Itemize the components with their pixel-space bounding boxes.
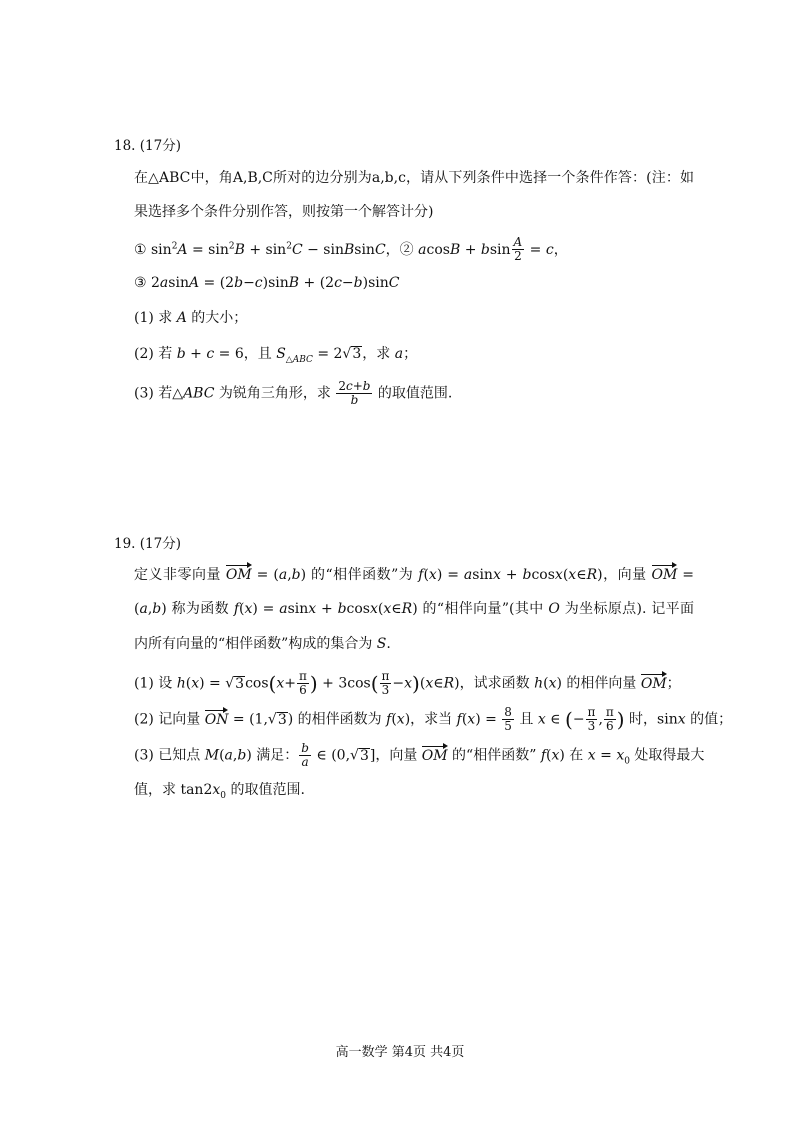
- problem-19-question-3-line-2: 值，求 $\tan 2x_0$ 的取值范围.: [134, 782, 305, 801]
- page-footer: 高一数学 第4页 共4页: [335, 1045, 465, 1060]
- problem-19-definition-line-1: 定义非零向量 OM = (a,b) 的“相伴函数”为 f(x) = asinx + bcosx(x∈R)，向量 OM =: [134, 564, 694, 585]
- problem-19-heading: 19. (17分): [114, 536, 181, 552]
- problem-19-question-1: (1) 设 h(x) = √3cos(x+ $\frac{\pi}{6}$ ) + 3cos( $\frac{\pi}{3}$ −x)(x∈R)，试求函数 h(x) 的相伴向量 OM；: [134, 669, 681, 697]
- problem-18-condition-3: ③ 2asinA = (2b−c)sinB + (2c−b)sinC: [134, 275, 400, 291]
- problem-19-question-2: (2) 记向量 ON = (1,√3) 的相伴函数为 f(x)，求当 f(x) = $\frac{8}{5}$ 且 x ∈ (− $\frac{\pi}{3}$ , $\frac{\pi}{6}$ ) 时，sinx 的值；: [134, 705, 733, 733]
- problem-19-definition-line-3: 内所有向量的“相伴函数”构成的集合为 S.: [134, 636, 391, 652]
- problem-18-question-2: (2) 若 b + c = 6，且 $S_{\triangle ABC} = 2√3$，求 a；: [134, 346, 418, 365]
- problem-18-question-3: (3) 若△ABC 为锐角三角形，求 $\frac{2c+b}{b}$ 的取值范围.: [134, 379, 453, 407]
- condition-1: ① $\sin^2A = \sin^2B + \sin^2C$ − sinBsinC，: [134, 241, 400, 258]
- condition-2: ② acosB + bsin $\frac{A}{2}$ = c，: [399, 235, 568, 264]
- problem-18-intro-line-1: 在△ABC中，角A,B,C所对的边分别为a,b,c，请从下列条件中选择一个条件作答：(注：如: [134, 170, 694, 186]
- problem-18-heading: 18. (17分): [114, 138, 181, 154]
- problem-18-intro-line-2: 果选择多个条件分别作答，则按第一个解答计分): [134, 204, 434, 220]
- problem-19-definition-line-2: (a,b) 称为函数 f(x) = asinx + bcosx(x∈R) 的“相伴向量”(其中 O 为坐标原点). 记平面: [134, 601, 695, 617]
- problem-19-question-3-line-1: (3) 已知点 M(a,b) 满足： $\frac{b}{a}$ ∈ (0,√3]，向量 OM 的“相伴函数” f(x) 在 $x = x_0$ 处取得最大: [134, 741, 705, 769]
- problem-18-question-1: (1) 求 A 的大小；: [134, 310, 248, 326]
- problem-18-conditions-1-2: [134, 236, 694, 263]
